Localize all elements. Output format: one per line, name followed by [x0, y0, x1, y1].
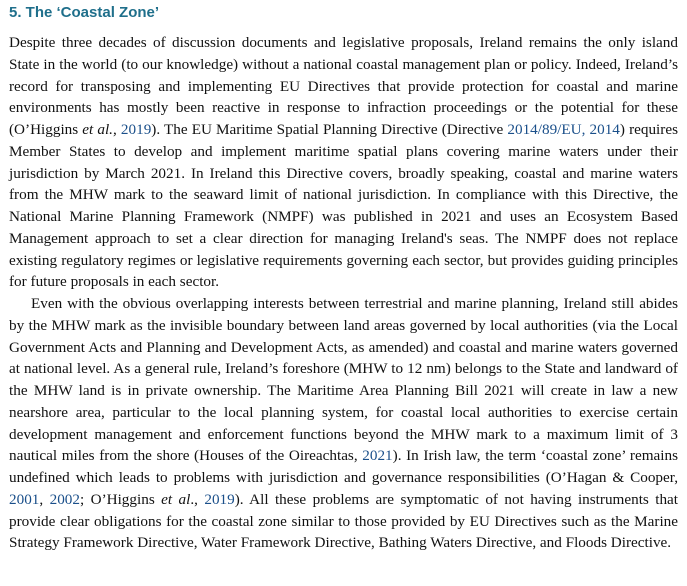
paragraph-2: [9, 293, 678, 554]
citation-link-2021[interactable]: 2021: [362, 447, 393, 465]
paragraph-2-text-4: ; O’Higgins: [79, 490, 162, 508]
paragraph-1-text-2: ,: [112, 121, 121, 138]
citation-link-directive-2014[interactable]: 2014/89/EU, 2014: [507, 121, 620, 138]
paragraph-2-text-3: ,: [39, 490, 50, 508]
citation-link-2019[interactable]: 2019: [204, 490, 235, 508]
paragraph-2-text-5: .,: [190, 490, 205, 508]
et-al-italic: et al.: [82, 121, 113, 138]
paragraph-2-text-1: Even with the obvious overlapping interests between terrestrial and marine planning, Ireland still abides by the MHW mark as the invisible boundary between land areas governed by local authorities (via the Local Government Acts and Planning and Development Acts, as amended) and coastal and marine waters governed at national level. As a general rule, Ireland’s foreshore (MHW to 12 nm) belongs to the State and landward of the MHW land is in private ownership. The Maritime Area Planning Bill 2021 will create in law a new nearshore area, particular to the local planning system, for coastal local authorities to exercise certain development management and enforcement functions beyond the MHW mark to a maximum limit of 3 nautical miles from the shore (Houses of the Oireachtas,: [9, 295, 678, 465]
paragraph-1: [9, 32, 678, 293]
citation-link-2001[interactable]: 2001: [9, 490, 40, 508]
citation-link-2019[interactable]: 2019: [120, 121, 152, 138]
paragraph-2-text-2: ). In Irish law, the term ‘coastal zone’ remains undefined which leads to problems with jurisdiction and governance responsibilities (O’Hagan & Cooper,: [9, 447, 678, 486]
paragraph-1-text-3: ). The EU Maritime Spatial Planning Directive (Directive: [151, 121, 508, 138]
section-heading: 5. The ‘Coastal Zone’: [9, 4, 160, 21]
paragraph-1-text-4: ) requires Member States to develop and implement maritime spatial plans covering marine waters under their jurisdiction by March 2021. In Ireland this Directive covers, broadly speaking, coastal and marine waters from the MHW mark to the seaward limit of national jurisdiction. In compliance with this Directive, the National Marine Planning Framework (NMPF) was published in 2021 and uses an Ecosystem Based Management approach to set a clear direction for managing Ireland's seas. The NMPF does not replace existing regulatory regimes or legislative requirements governing each sector, but provides guiding principles for future proposals in each sector.: [9, 121, 678, 291]
citation-link-2002[interactable]: 2002: [49, 490, 80, 508]
paragraph-2-text-6: ). All these problems are symptomatic of not having instruments that provide clear obligations for the coastal zone similar to those provided by EU Directives such as the Marine Strategy Framework Directive, Water Framework Directive, Bathing Waters Directive, and Floods Directive.: [9, 490, 679, 552]
paragraph-1-text-1: Despite three decades of discussion documents and legislative proposals, Ireland remains the only island State in the world (to our knowledge) without a national coastal management plan or policy. Indeed, Ireland’s record for transposing and implementing EU Directives that provide protection for coastal and marine environments has mostly been reactive in response to infraction proceedings or the potential for these (O’Higgins: [9, 34, 678, 138]
et-al-italic: et al: [161, 490, 191, 508]
